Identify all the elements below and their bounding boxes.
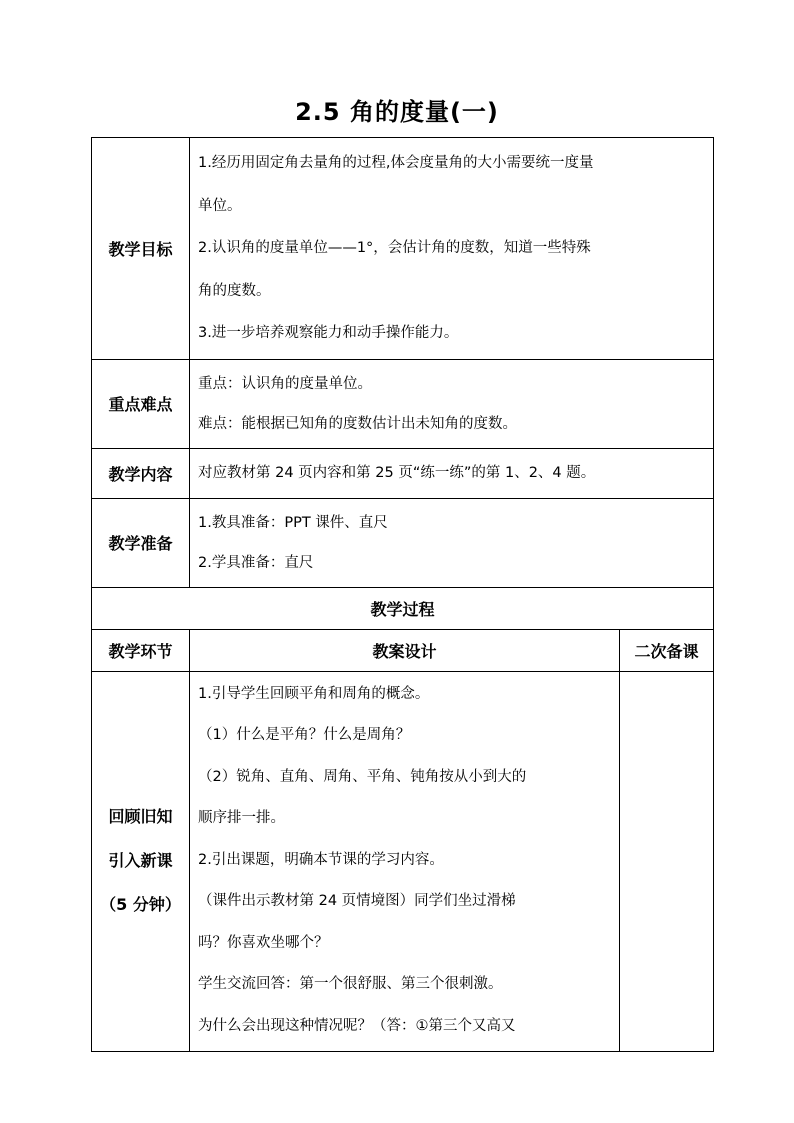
key-points-label: 重点难点 [92,359,190,448]
objectives-content [190,138,714,360]
objectives-row [92,138,714,360]
stage-row [92,671,714,1052]
objectives-label: 教学目标 [92,138,190,360]
column-second-prep: 二次备课 [620,629,714,671]
objectives-line: 单位。 [198,197,242,214]
column-design: 教案设计 [190,629,620,671]
content-row [92,448,714,498]
key-points-row [92,359,714,448]
process-heading: 教学过程 [92,587,714,629]
preparation-row [92,498,714,587]
objectives-line: 2.认识角的度量单位——1°，会估计角的度数，知道一些特殊 [198,240,591,256]
design-line: 顺序排一排。 [198,810,285,826]
objectives-line: 角的度数。 [198,282,271,299]
content-line: 对应教材第 24 页内容和第 25 页“练一练”的第 1、2、4 题。 [198,464,596,481]
objectives-line: 1.经历用固定角去量角的过程,体会度量角的大小需要统一度量 [198,155,594,171]
stage-label-line: 引入新课 [108,851,173,871]
key-points-content [190,359,714,448]
key-point-line: 重点：认识角的度量单位。 [198,375,372,392]
process-columns-row [92,629,714,671]
design-line: 为什么会出现这种情况呢？（答：①第三个又高又 [198,1017,516,1034]
preparation-label: 教学准备 [92,498,190,587]
design-line: （课件出示教材第 24 页情境图）同学们坐过滑梯 [198,893,516,909]
design-line: （1）什么是平角？什么是周角？ [198,727,411,743]
preparation-content [190,498,714,587]
stage-label-line: （5 分钟） [100,895,181,915]
design-line: 学生交流回答：第一个很舒服、第三个很刺激。 [198,976,503,992]
objectives-line: 3.进一步培养观察能力和动手操作能力。 [198,325,459,341]
page-title: 2.5 角的度量(一) [295,98,499,126]
stage-label-line: 回顾旧知 [108,807,173,827]
design-line: 2.引出课题，明确本节课的学习内容。 [198,851,444,868]
stage-design [190,671,620,1052]
column-stage: 教学环节 [92,629,190,671]
lesson-plan-table [91,137,714,1052]
content-label: 教学内容 [92,448,190,498]
process-heading-row [92,587,714,629]
stage-notes [620,671,714,1052]
student-tools-line: 2.学具准备：直尺 [198,554,314,571]
teacher-tools-line: 1.教具准备：PPT 课件、直尺 [198,514,388,531]
design-line: 吗？你喜欢坐哪个？ [198,934,329,951]
stage-label [92,671,190,1052]
design-line: （2）锐角、直角、周角、平角、钝角按从小到大的 [198,768,527,785]
difficulty-line: 难点：能根据已知角的度数估计出未知角的度数。 [198,415,517,432]
content-text [190,448,714,498]
design-line: 1.引导学生回顾平角和周角的概念。 [198,685,430,702]
